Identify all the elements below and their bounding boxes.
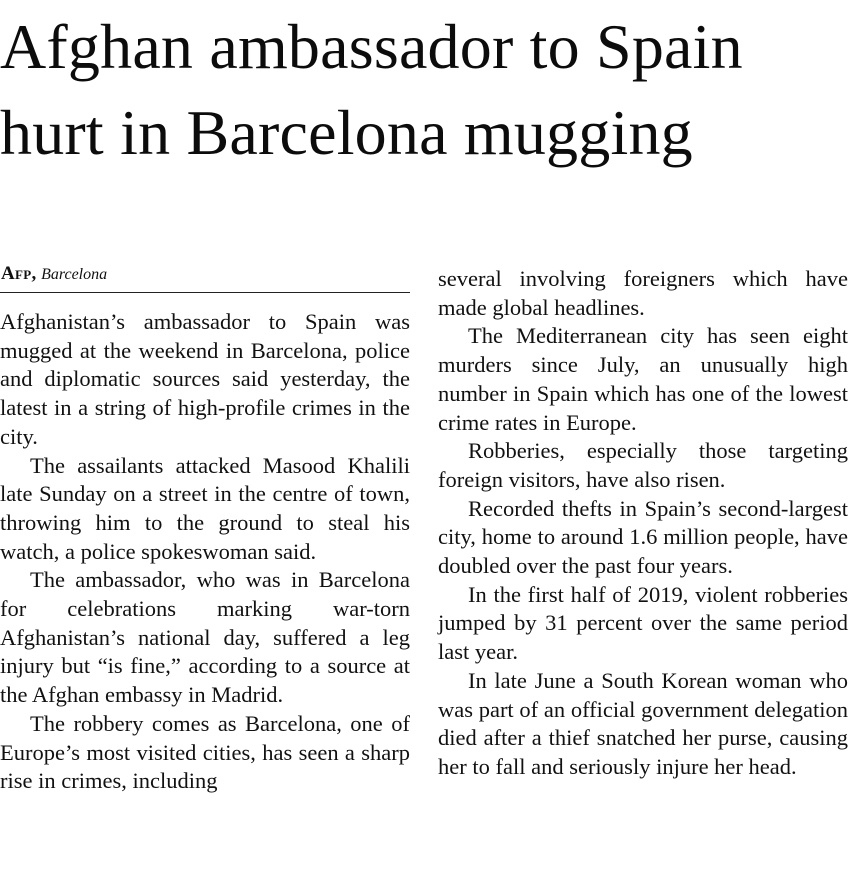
byline-agency: Afp, (1, 263, 37, 284)
byline-dateline: Barcelona (41, 266, 108, 283)
article-paragraph: several involving foreigners which have made global headlines. (438, 266, 848, 320)
byline-divider (0, 292, 410, 293)
article-paragraph: Afghanistan’s ambassador to Spain was mugged at the weekend in Barcelona, police and diplomatic sources said yesterday, the latest in a string of high-profile crimes in the city. (0, 309, 410, 449)
article-paragraph: The assailants attacked Masood Khalili late Sunday on a street in the centre of town, throwing him to the ground to steal his watch, a police spokeswoman said. (0, 452, 410, 564)
article-paragraph: In the first half of 2019, violent robberies jumped by 31 percent over the same period last year. (438, 581, 848, 665)
article-paragraph: The Mediterranean city has seen eight murders since July, an unusually high number in Spain which has one of the lowest crime rates in Europe. (438, 323, 848, 435)
article-paragraph: Robberies, especially those targeting foreign visitors, have also risen. (438, 438, 848, 492)
article-column-left (0, 308, 410, 796)
headline: Afghan ambassador to Spain hurt in Barcelona mugging (0, 11, 743, 168)
article-column-right (438, 265, 848, 782)
article-paragraph: In late June a South Korean woman who was part of an official government delegation died after a thief snatched her purse, causing her to fall and seriously injure her head. (438, 667, 848, 779)
article-paragraph: Recorded thefts in Spain’s second-largest city, home to around 1.6 million people, have doubled over the past four years. (438, 495, 848, 579)
byline (1, 262, 107, 286)
article-paragraph: The robbery comes as Barcelona, one of Europe’s most visited cities, has seen a sharp rise in crimes, including (0, 710, 410, 794)
article-paragraph: The ambassador, who was in Barcelona for celebrations marking war-torn Afghanistan’s national day, suffered a leg injury but “is fine,” according to a source at the Afghan embassy in Madrid. (0, 567, 410, 708)
